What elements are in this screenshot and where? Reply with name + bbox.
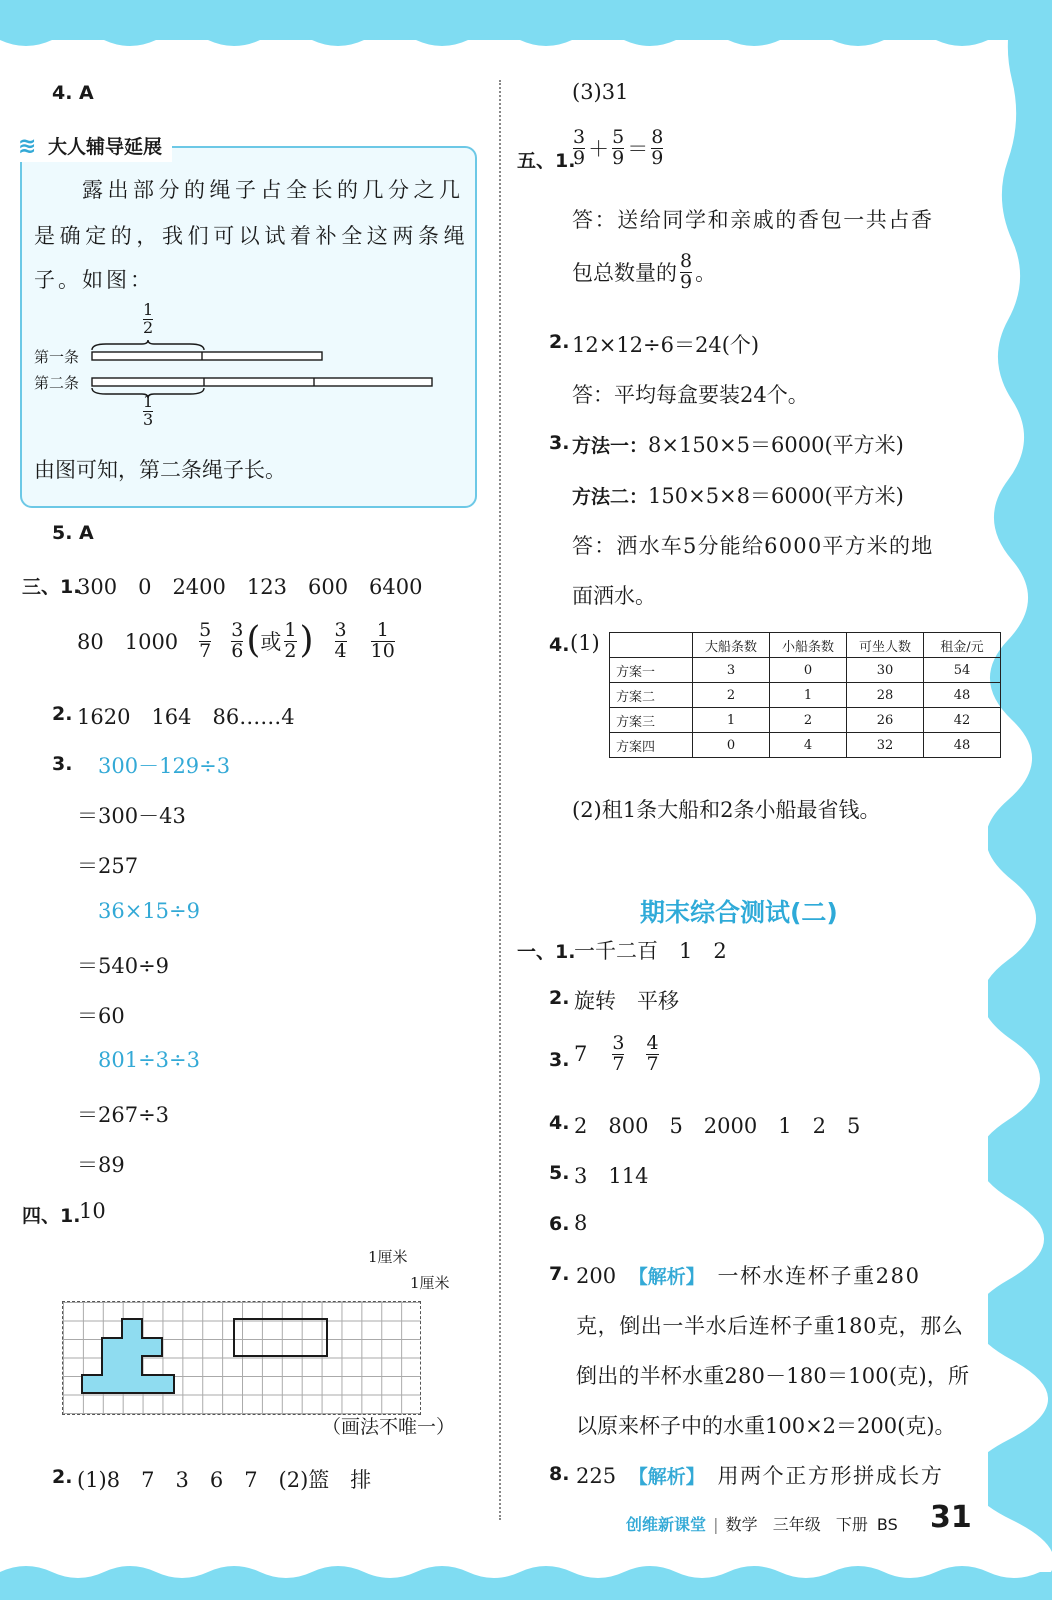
- table-row: [610, 733, 1001, 758]
- table-header-cell: 小船条数: [770, 633, 847, 658]
- s1-7-line1: 200 【解析】 一杯水连杯子重280: [576, 1264, 921, 1288]
- grid-note: （画法不唯一）: [322, 1416, 456, 1438]
- table-cell: 2: [770, 708, 847, 733]
- s3-2-label: 2.: [52, 703, 73, 725]
- s5-2-label: 2.: [549, 331, 570, 353]
- fraction: $\frac{8}{9}$: [651, 126, 664, 169]
- table-header-cell: 租金/元: [924, 633, 1001, 658]
- fraction: $\frac{3}{9}$: [573, 126, 586, 169]
- rope-1-label: 第一条: [34, 348, 80, 366]
- s1-4-label: 4.: [549, 1112, 570, 1134]
- answer-text: 7: [574, 1042, 588, 1067]
- s1-3-label: 3.: [549, 1049, 570, 1071]
- table-cell: 4: [770, 733, 847, 758]
- or-label: 或: [260, 630, 282, 655]
- calc-step: ＝540÷9: [77, 954, 170, 978]
- table-cell: 48: [924, 683, 1001, 708]
- table-cell: 26: [847, 708, 924, 733]
- footer-brand: 创维新课堂: [626, 1515, 707, 1534]
- calc-step: ＝89: [77, 1153, 125, 1177]
- bottom-wave-border: [0, 1560, 1052, 1600]
- s1-8-label: 8.: [549, 1463, 570, 1485]
- table-cell: 30: [847, 658, 924, 683]
- s4-1-label: 四、1.: [22, 1205, 81, 1227]
- calc-expression: 36×15÷9: [98, 899, 200, 923]
- section-title: 期末综合测试(二): [640, 898, 838, 927]
- right-wave-border: [988, 0, 1052, 1600]
- s4-2-label: 2.: [52, 1466, 73, 1488]
- fraction: $\frac{3}{6}$: [231, 619, 244, 662]
- fraction: $\frac{5}{7}$: [199, 619, 212, 662]
- table-header-row: [610, 633, 1001, 658]
- s1-8-line1: 225 【解析】 用两个正方形拼成长方: [576, 1464, 944, 1488]
- table-cell: 32: [847, 733, 924, 758]
- s1-6-label: 6.: [549, 1213, 570, 1235]
- table-row: [610, 658, 1001, 683]
- callout-conclusion: 由图可知，第二条绳子长。: [34, 458, 286, 482]
- table-cell: 1: [770, 683, 847, 708]
- s5-2-answer: 答：平均每盒要装24个。: [572, 383, 809, 407]
- analysis-tag: 【解析】: [628, 1466, 705, 1488]
- table-cell: 42: [924, 708, 1001, 733]
- fraction: $\frac{4}{7}$: [646, 1032, 659, 1075]
- s1-3-answer: [574, 1034, 662, 1075]
- footer-edition: BS: [876, 1515, 898, 1534]
- s1-5-answer: 3 114: [574, 1164, 649, 1188]
- s3-3-label: 3.: [52, 753, 73, 775]
- answer-text: 包总数量的: [572, 261, 677, 286]
- s1-2-label: 2.: [549, 987, 570, 1009]
- s5-3-method1: 方法一：8×150×5＝6000(平方米): [572, 433, 904, 457]
- grid-unit-label: 1厘米: [368, 1248, 408, 1266]
- s3-1-row2-text: 80 1000: [77, 630, 179, 655]
- table-header-cell: 可坐人数: [847, 633, 924, 658]
- callout-title: 大人辅导延展: [48, 136, 163, 158]
- table-cell: 3: [693, 658, 770, 683]
- s4-1-answer: 10: [79, 1199, 106, 1223]
- s5-2-calc: 12×12÷6＝24(个): [572, 333, 760, 357]
- table-cell: 方案一: [610, 658, 693, 683]
- footer-grade: 三年级: [772, 1515, 821, 1534]
- fraction: $\frac{3}{7}$: [612, 1032, 625, 1075]
- table-cell: 1: [693, 708, 770, 733]
- table-cell: 方案二: [610, 683, 693, 708]
- table-cell: 48: [924, 733, 1001, 758]
- analysis-tag: 【解析】: [628, 1266, 705, 1288]
- calc-expression: 300－129÷3: [98, 754, 231, 778]
- table-cell: 54: [924, 658, 1001, 683]
- answer-4: 4. A: [52, 82, 94, 104]
- rope-diagram: [86, 338, 436, 398]
- plus-sign: ＋: [588, 137, 610, 162]
- s1-7-line4: 以原来杯子中的水重100×2＝200(克)。: [576, 1414, 956, 1438]
- table-cell: 方案四: [610, 733, 693, 758]
- page-number: 31: [930, 1500, 972, 1535]
- table-cell: 0: [770, 658, 847, 683]
- table-row: [610, 708, 1001, 733]
- answer-5: 5. A: [52, 522, 94, 544]
- s3-1-row1: 300 0 2400 123 600 6400: [77, 575, 423, 599]
- fraction: $\frac{1}{2}$: [284, 619, 297, 662]
- footer-subject: 数学: [725, 1515, 758, 1534]
- s1-7-label: 7.: [549, 1263, 570, 1285]
- s5-3-answer-line2: 面洒水。: [572, 584, 656, 608]
- fraction: $\frac{8}{9}$: [680, 250, 693, 293]
- s1-1-answer: 一千二百 1 2: [574, 939, 727, 963]
- calc-step: ＝267÷3: [77, 1103, 170, 1127]
- table-cell: 2: [693, 683, 770, 708]
- s5-1-answer-line1: 答：送给同学和亲戚的香包一共占香: [572, 208, 934, 232]
- calc-step: ＝257: [77, 854, 139, 878]
- callout-line-2: 是确定的，我们可以试着补全这两条绳: [34, 224, 470, 248]
- callout-line-3: 子。如图：: [34, 268, 154, 292]
- callout-header: [14, 132, 172, 162]
- s5-4-part1: (1): [570, 631, 600, 655]
- table-header-cell: [610, 633, 693, 658]
- table-cell: 0: [693, 733, 770, 758]
- s5-1-label: 五、1.: [517, 150, 576, 172]
- s1-7-line3: 倒出的半杯水重280－180＝100(克)，所: [576, 1364, 970, 1388]
- table-header-cell: 大船条数: [693, 633, 770, 658]
- s1-1-label: 一、1.: [517, 941, 576, 963]
- column-divider: [499, 80, 501, 1520]
- rope-2-label: 第二条: [34, 374, 80, 392]
- s3-2-answer: 1620 164 86……4: [77, 705, 295, 729]
- callout-line-1: 露出部分的绳子占全长的几分之几: [82, 178, 465, 202]
- fraction: $\frac{1}{10}$: [370, 619, 395, 662]
- table-cell: 方案三: [610, 708, 693, 733]
- fraction: $\frac{5}{9}$: [612, 126, 625, 169]
- rope-fraction-top: 1 2: [143, 300, 154, 337]
- s5-4-label: 4.: [549, 634, 570, 656]
- table-cell: 28: [847, 683, 924, 708]
- s5-1-answer-line2: [572, 252, 716, 293]
- grid-unit-label: 1厘米: [410, 1274, 450, 1292]
- footer: 创维新课堂 | 数学 三年级 下册 BS: [626, 1515, 898, 1534]
- s5-3-method2: 方法二：150×5×8＝6000(平方米): [572, 484, 904, 508]
- s3-1-row2: 80 1000 $\frac{5}{7}$ $\frac{3}{6}$ ( 或 $\frac{1}{2}$ ) $\frac{3}{4}$ $\frac{1}{10}$: [77, 619, 395, 662]
- s4-2-answer: (1)8 7 3 6 7 (2)篮 排: [77, 1468, 372, 1492]
- rope-fraction-bottom: 1 3: [143, 392, 154, 429]
- fraction: $\frac{3}{4}$: [334, 619, 347, 662]
- table-row: [610, 683, 1001, 708]
- grid-shapes: [62, 1301, 422, 1417]
- calc-step: ＝300－43: [77, 804, 186, 828]
- s1-4-answer: 2 800 5 2000 1 2 5: [574, 1114, 861, 1138]
- calc-step: ＝60: [77, 1004, 125, 1028]
- s5-3-label: 3.: [549, 432, 570, 454]
- s1-2-answer: 旋转 平移: [574, 989, 679, 1013]
- s1-7-line2: 克，倒出一半水后连杯子重180克，那么: [576, 1314, 964, 1338]
- rental-table: [609, 632, 1001, 758]
- s5-1-equation: [570, 128, 666, 169]
- s3-1-label: 三、1.: [22, 576, 81, 598]
- r-3-31: (3)31: [572, 80, 629, 104]
- wave-icon: ≋: [18, 134, 37, 159]
- equals-sign: ＝: [627, 137, 649, 162]
- calc-expression: 801÷3÷3: [98, 1048, 200, 1072]
- s1-6-answer: 8: [574, 1211, 588, 1235]
- top-wave-border: [0, 0, 1052, 60]
- footer-term: 下册: [835, 1515, 868, 1534]
- s5-4-part2: (2)租1条大船和2条小船最省钱。: [572, 798, 881, 822]
- s1-5-label: 5.: [549, 1162, 570, 1184]
- answer-text: 。: [695, 261, 717, 286]
- s5-3-answer-line1: 答：洒水车5分能给6000平方米的地: [572, 534, 934, 558]
